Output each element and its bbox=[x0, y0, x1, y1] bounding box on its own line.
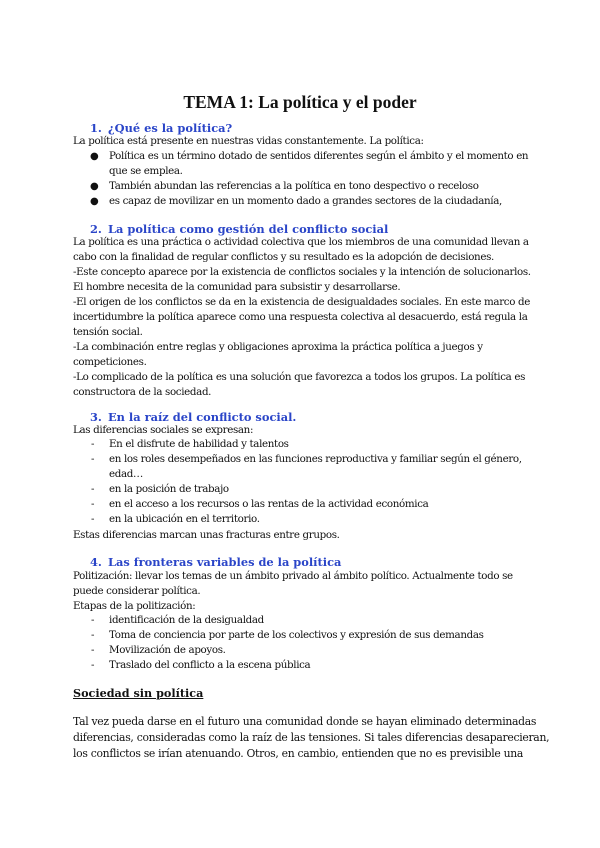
section-4-line: Politización: llevar los temas de un ámbito privado al ámbito político. Actualmente todo se bbox=[73, 570, 513, 582]
section-5-line: Tal vez pueda darse en el futuro una comunidad donde se hayan eliminado determinadas bbox=[73, 715, 537, 728]
dash-icon: - bbox=[91, 614, 95, 626]
section-3-outro: Estas diferencias marcan unas fracturas entre grupos. bbox=[73, 529, 340, 541]
section-5-line: los conflictos se irían atenuando. Otros, en cambio, entienden que no es previsible una bbox=[73, 747, 524, 760]
section-4-line: puede considerar política. bbox=[73, 585, 201, 597]
dash-icon: - bbox=[91, 483, 95, 495]
section-4-item: Movilización de apoyos. bbox=[109, 644, 226, 656]
section-1-bullet-1: Política es un término dotado de sentidos diferentes según el ámbito y el momento en bbox=[109, 150, 529, 162]
section-4-title: Las fronteras variables de la política bbox=[108, 555, 342, 569]
dash-icon: - bbox=[91, 659, 95, 671]
section-2-title: La política como gestión del conflicto social bbox=[108, 222, 389, 236]
section-2-line: constructora de la sociedad. bbox=[73, 386, 212, 398]
dash-icon: - bbox=[91, 453, 95, 465]
section-2-line: -Lo complicado de la política es una solución que favorezca a todos los grupos. La política es bbox=[73, 371, 526, 383]
section-5-line: diferencias, consideradas como la raíz de las tensiones. Si tales diferencias desaparecieran, bbox=[73, 731, 550, 744]
section-3-number: 3. bbox=[90, 410, 102, 424]
section-2-number: 2. bbox=[90, 222, 102, 236]
section-3-item-cont: edad… bbox=[109, 468, 143, 480]
section-2-line: tensión social. bbox=[73, 326, 143, 338]
dash-icon: - bbox=[91, 438, 95, 450]
bullet-icon: ● bbox=[90, 151, 99, 162]
section-1-title: ¿Qué es la política? bbox=[108, 121, 233, 135]
section-3-item: En el disfrute de habilidad y talentos bbox=[109, 438, 289, 450]
section-2-line: -El origen de los conflictos se da en la existencia de desigualdades sociales. En este marco de bbox=[73, 296, 530, 308]
section-1-heading bbox=[90, 121, 232, 135]
section-4-number: 4. bbox=[90, 555, 102, 569]
section-1-number: 1. bbox=[90, 121, 102, 135]
section-2-line: El hombre necesita de la comunidad para subsistir y desarrollarse. bbox=[73, 281, 401, 293]
section-1-bullet-3: es capaz de movilizar en un momento dado a grandes sectores de la ciudadanía, bbox=[109, 195, 502, 207]
section-3-item: en la posición de trabajo bbox=[109, 483, 229, 495]
page-title: TEMA 1: La política y el poder bbox=[183, 92, 417, 112]
section-1-bullet-1-cont: que se emplea. bbox=[109, 165, 183, 177]
bullet-icon: ● bbox=[90, 181, 99, 192]
section-1-bullet-2: También abundan las referencias a la política en tono despectivo o receloso bbox=[109, 180, 479, 192]
section-5-heading: Sociedad sin política bbox=[73, 686, 204, 700]
section-3-item: en los roles desempeñados en las funciones reproductiva y familiar según el género, bbox=[109, 453, 522, 465]
section-2-line: -Este concepto aparece por la existencia de conflictos sociales y la intención de solucionarlos. bbox=[73, 266, 531, 278]
section-2-line: competiciones. bbox=[73, 356, 147, 368]
section-4-item: identificación de la desigualdad bbox=[109, 614, 264, 626]
section-4-heading bbox=[90, 555, 341, 569]
section-2-line: incertidumbre la política aparece como una respuesta colectiva al desacuerdo, está regula la bbox=[73, 311, 528, 323]
section-2-heading bbox=[90, 222, 388, 236]
dash-icon: - bbox=[91, 644, 95, 656]
section-4-item: Toma de conciencia por parte de los colectivos y expresión de sus demandas bbox=[109, 629, 484, 641]
section-2-line: La política es una práctica o actividad colectiva que los miembros de una comunidad llevan a bbox=[73, 236, 529, 248]
section-1-intro: La política está presente en nuestras vidas constantemente. La política: bbox=[73, 135, 424, 147]
dash-icon: - bbox=[91, 498, 95, 510]
section-3-title: En la raíz del conflicto social. bbox=[108, 410, 297, 424]
section-4-item: Traslado del conflicto a la escena pública bbox=[109, 659, 311, 671]
section-3-item: en la ubicación en el territorio. bbox=[109, 513, 260, 525]
section-4-line: Etapas de la politización: bbox=[73, 600, 196, 612]
section-2-line: -La combinación entre reglas y obligaciones aproxima la práctica política a juegos y bbox=[73, 341, 483, 353]
section-3-heading bbox=[90, 410, 296, 424]
dash-icon: - bbox=[91, 513, 95, 525]
dash-icon: - bbox=[91, 629, 95, 641]
bullet-icon: ● bbox=[90, 196, 99, 207]
section-2-line: cabo con la finalidad de regular conflictos y su resultado es la adopción de decisiones. bbox=[73, 251, 494, 263]
section-3-item: en el acceso a los recursos o las rentas de la actividad económica bbox=[109, 498, 429, 510]
section-3-intro: Las diferencias sociales se expresan: bbox=[73, 424, 254, 436]
